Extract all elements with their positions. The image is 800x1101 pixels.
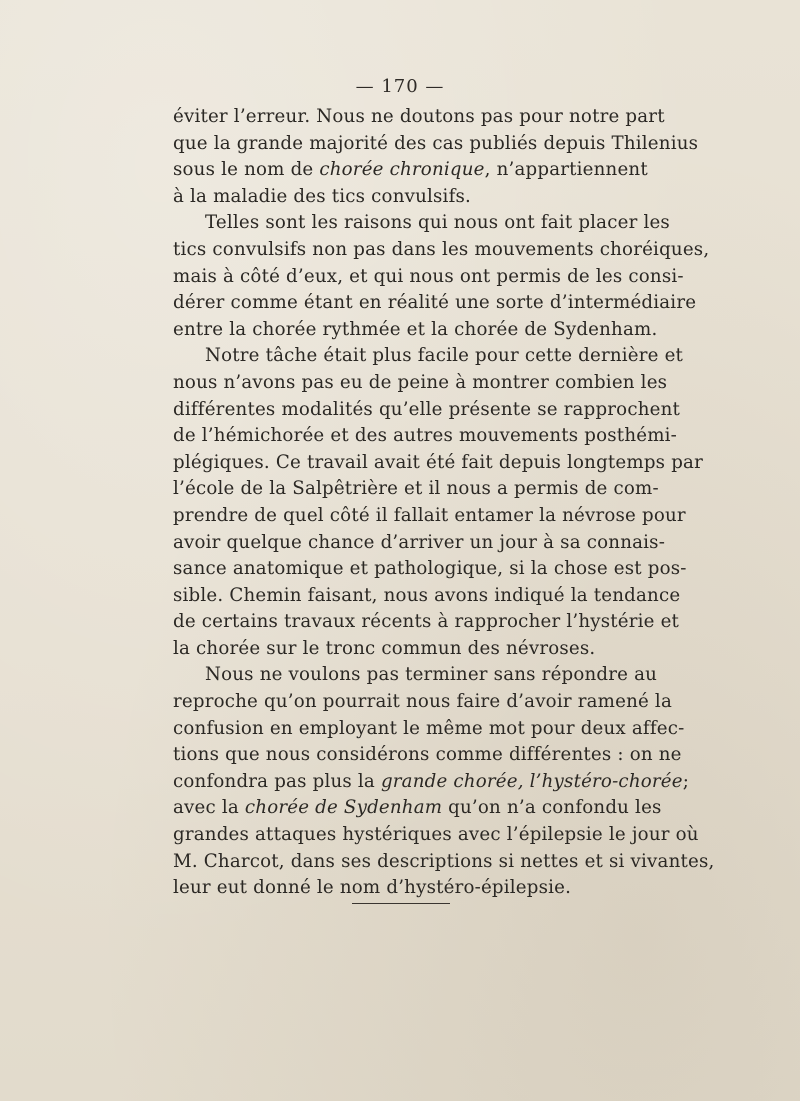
- text-line: [173, 210, 670, 237]
- paragraph: [173, 343, 703, 662]
- text-line: [173, 689, 672, 716]
- text-run: à la maladie des tics convulsifs.: [173, 185, 472, 207]
- text-line: [173, 849, 715, 876]
- body-text: [173, 104, 715, 902]
- text-run: M. Charcot, dans ses descriptions si nettes et si vivantes,: [173, 850, 715, 872]
- text-line: [173, 609, 680, 636]
- text-run: dérer comme étant en réalité une sorte d’intermédiaire: [173, 292, 697, 314]
- text-run: sous le nom de: [173, 159, 320, 181]
- text-line: [173, 662, 658, 689]
- text-run: mais à côté d’eux, et qui nous ont permis de les consi-: [173, 265, 684, 287]
- text-line: [173, 131, 699, 158]
- paragraph: [173, 210, 710, 343]
- text-line: [173, 769, 690, 796]
- text-run: , n’appartiennent: [484, 159, 648, 181]
- text-run: prendre de quel côté il fallait entamer la névrose pour: [173, 504, 686, 526]
- end-rule: [352, 903, 450, 904]
- text-line: [173, 450, 703, 477]
- text-line: [173, 795, 662, 822]
- text-run: avec la: [173, 797, 245, 819]
- text-line: [173, 290, 697, 317]
- text-run: ;: [682, 770, 690, 792]
- text-run: sance anatomique et pathologique, si la chose est pos-: [173, 558, 687, 580]
- text-run: éviter l’erreur. Nous ne doutons pas pour notre part: [173, 106, 665, 127]
- page-number: — 170 —: [355, 76, 445, 97]
- text-run: de certains travaux récents à rapprocher l’hystérie et: [173, 611, 680, 633]
- text-run: confusion en employant le même mot pour deux affec-: [173, 717, 685, 739]
- text-line: [173, 370, 668, 397]
- text-run: grandes attaques hystériques avec l’épilepsie le jour où: [173, 824, 699, 846]
- italic-text: chorée chronique: [319, 159, 485, 181]
- italic-text: chorée de Sydenham: [244, 797, 443, 819]
- text-run: tions que nous considérons comme différentes : on ne: [173, 744, 682, 766]
- text-line: [173, 317, 658, 344]
- paragraph: [173, 104, 699, 210]
- text-line: [173, 397, 681, 424]
- text-run: Telles sont les raisons qui nous ont fait placer les: [205, 212, 670, 234]
- text-run: Nous ne voulons pas terminer sans répondre au: [205, 664, 658, 686]
- italic-text: grande chorée, l’hystéro-chorée: [380, 770, 683, 792]
- text-run: Notre tâche était plus facile pour cette dernière et: [205, 345, 684, 367]
- text-line: [173, 716, 685, 743]
- text-line: [173, 157, 648, 184]
- text-line: [173, 822, 699, 849]
- text-line: [173, 742, 682, 769]
- text-run: sible. Chemin faisant, nous avons indiqué la tendance: [173, 584, 681, 606]
- text-line: [173, 343, 684, 370]
- text-run: confondra pas plus la: [173, 770, 381, 792]
- text-line: [173, 264, 684, 291]
- text-line: [173, 104, 665, 131]
- text-line: [173, 636, 629, 663]
- text-line: [173, 583, 681, 610]
- text-line: [173, 184, 629, 211]
- text-line: [173, 237, 710, 264]
- text-run: que la grande majorité des cas publiés depuis Thilenius: [173, 132, 699, 154]
- text-run: de l’hémichorée et des autres mouvements posthémi-: [173, 425, 678, 447]
- text-run: différentes modalités qu’elle présente se rapprochent: [173, 398, 681, 420]
- text-run: avoir quelque chance d’arriver un jour à sa connais-: [173, 531, 666, 553]
- text-line: [173, 503, 686, 530]
- text-run: entre la chorée rythmée et la chorée de Sydenham.: [173, 318, 658, 340]
- text-line: [173, 423, 678, 450]
- text-run: tics convulsifs non pas dans les mouvements choréiques,: [173, 238, 710, 260]
- text-run: l’école de la Salpêtrière et il nous a permis de com-: [173, 478, 659, 500]
- text-run: la chorée sur le tronc commun des névroses.: [173, 637, 596, 659]
- text-run: nous n’avons pas eu de peine à montrer combien les: [173, 371, 668, 393]
- paragraph: [173, 662, 715, 901]
- text-run: leur eut donné le nom d’hystéro-épilepsie.: [173, 877, 572, 899]
- text-run: qu’on n’a confondu les: [442, 797, 662, 819]
- text-line: [173, 875, 629, 902]
- text-run: reproche qu’on pourrait nous faire d’avoir ramené la: [173, 691, 672, 713]
- text-line: [173, 556, 687, 583]
- text-line: [173, 530, 666, 557]
- text-run: plégiques. Ce travail avait été fait depuis longtemps par: [173, 451, 703, 473]
- text-line: [173, 476, 659, 503]
